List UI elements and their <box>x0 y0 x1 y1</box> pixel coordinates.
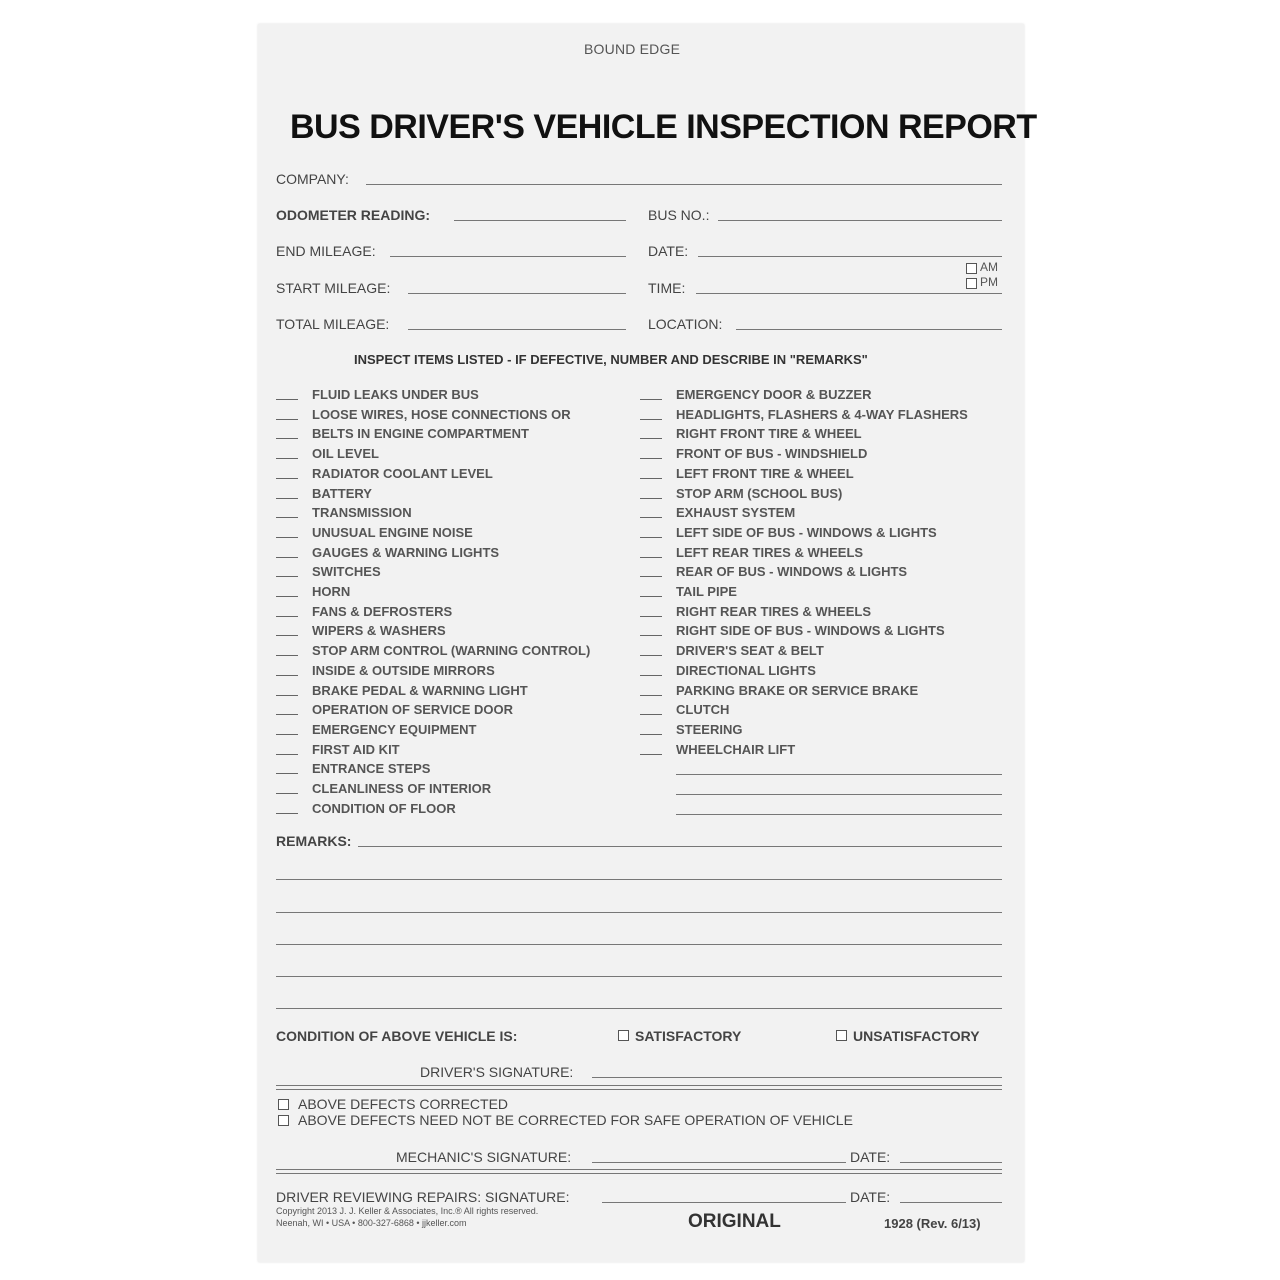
inspection-item-label: LEFT SIDE OF BUS - WINDOWS & LIGHTS <box>676 524 937 540</box>
unsatisfactory-checkbox[interactable] <box>836 1030 847 1041</box>
unsatisfactory-label: UNSATISFACTORY <box>853 1028 980 1044</box>
total-mileage-field[interactable] <box>408 329 626 330</box>
item-number-blank[interactable] <box>276 517 298 518</box>
item-number-blank[interactable] <box>640 655 662 656</box>
item-number-blank[interactable] <box>640 517 662 518</box>
company-field[interactable] <box>366 184 1002 185</box>
inspection-item-label: ENTRANCE STEPS <box>312 761 431 777</box>
inspection-item-label: LEFT REAR TIRES & WHEELS <box>676 544 864 560</box>
location-label: LOCATION: <box>648 316 723 332</box>
inspection-report-sheet <box>258 24 1037 1262</box>
remarks-line[interactable] <box>276 944 1002 945</box>
item-number-blank[interactable] <box>276 557 298 558</box>
item-number-blank[interactable] <box>276 714 298 715</box>
item-number-blank[interactable] <box>640 478 662 479</box>
inspection-item-label: SWITCHES <box>312 564 381 580</box>
item-number-blank[interactable] <box>640 576 662 577</box>
extra-item-line[interactable] <box>676 794 1002 795</box>
inspection-item-label: REAR OF BUS - WINDOWS & LIGHTS <box>676 564 908 580</box>
inspection-item-label: BATTERY <box>312 485 372 501</box>
item-number-blank[interactable] <box>276 635 298 636</box>
item-number-blank[interactable] <box>276 754 298 755</box>
item-number-blank[interactable] <box>276 438 298 439</box>
odometer-field[interactable] <box>454 220 626 221</box>
item-number-blank[interactable] <box>640 498 662 499</box>
inspection-item-label: TAIL PIPE <box>676 584 737 599</box>
defects-not-needed-checkbox[interactable] <box>278 1115 289 1126</box>
reviewer-date-field[interactable] <box>900 1202 1002 1203</box>
item-number-blank[interactable] <box>276 419 298 420</box>
inspection-item-label: WHEELCHAIR LIFT <box>676 741 796 757</box>
mechanic-signature-label: MECHANIC'S SIGNATURE: <box>396 1149 572 1165</box>
extra-item-line[interactable] <box>676 774 1002 775</box>
inspection-item-label: STOP ARM CONTROL (WARNING CONTROL) <box>312 643 591 659</box>
inspection-item-label: WIPERS & WASHERS <box>312 623 446 639</box>
inspection-item-label: EXHAUST SYSTEM <box>676 505 796 521</box>
pm-label: PM <box>980 275 998 289</box>
remarks-line[interactable] <box>276 912 1002 913</box>
inspection-item-label: DIRECTIONAL LIGHTS <box>676 662 816 678</box>
item-number-blank[interactable] <box>640 734 662 735</box>
copyright-text: Copyright 2013 J. J. Keller & Associates, Inc.® All rights reserved. <box>276 1206 539 1216</box>
odometer-label: ODOMETER READING: <box>276 207 430 223</box>
item-number-blank[interactable] <box>640 616 662 617</box>
defects-not-needed-label: ABOVE DEFECTS NEED NOT BE CORRECTED FOR SAFE OPERATION OF VEHICLE <box>298 1112 853 1128</box>
extra-item-line[interactable] <box>676 814 1002 815</box>
inspection-item-label: FLUID LEAKS UNDER BUS <box>312 387 479 402</box>
time-field[interactable] <box>696 293 1002 294</box>
inspection-item-label: PARKING BRAKE OR SERVICE BRAKE <box>676 682 919 698</box>
inspection-item-label: LEFT FRONT TIRE & WHEEL <box>676 465 854 481</box>
remarks-line[interactable] <box>276 976 1002 977</box>
section-divider <box>276 1169 1002 1174</box>
inspection-item-label: HORN <box>312 584 351 599</box>
item-number-blank[interactable] <box>276 793 298 794</box>
item-number-blank[interactable] <box>276 596 298 597</box>
inspection-item-label: OIL LEVEL <box>312 446 379 462</box>
start-mileage-label: START MILEAGE: <box>276 280 391 296</box>
item-number-blank[interactable] <box>276 458 298 459</box>
inspection-item-label: FRONT OF BUS - WINDSHIELD <box>676 446 868 462</box>
pm-checkbox[interactable] <box>966 278 977 289</box>
inspection-item-label: STEERING <box>676 721 743 737</box>
item-number-blank[interactable] <box>276 773 298 774</box>
inspection-item-label: CONDITION OF FLOOR <box>312 800 456 816</box>
inspection-item-label: RADIATOR COOLANT LEVEL <box>312 465 493 481</box>
date-field[interactable] <box>698 256 1002 257</box>
copy-label: ORIGINAL <box>688 1211 781 1232</box>
satisfactory-checkbox[interactable] <box>618 1030 629 1041</box>
inspect-instructions: INSPECT ITEMS LISTED - IF DEFECTIVE, NUMBER AND DESCRIBE IN "REMARKS" <box>354 352 868 367</box>
item-number-blank[interactable] <box>640 695 662 696</box>
inspection-item-label: OPERATION OF SERVICE DOOR <box>312 702 514 718</box>
item-number-blank[interactable] <box>276 813 298 814</box>
inspection-item-label: EMERGENCY DOOR & BUZZER <box>676 387 872 402</box>
mechanic-signature-field[interactable] <box>592 1162 846 1163</box>
inspection-item-label: TRANSMISSION <box>312 505 412 521</box>
item-number-blank[interactable] <box>640 675 662 676</box>
inspection-item-label: INSIDE & OUTSIDE MIRRORS <box>312 662 495 678</box>
remarks-line[interactable] <box>276 879 1002 880</box>
mechanic-date-label: DATE: <box>850 1149 891 1165</box>
inspection-item-label: DRIVER'S SEAT & BELT <box>676 643 824 659</box>
item-number-blank[interactable] <box>640 635 662 636</box>
total-mileage-label: TOTAL MILEAGE: <box>276 316 390 332</box>
item-number-blank[interactable] <box>276 478 298 479</box>
item-number-blank[interactable] <box>276 616 298 617</box>
item-number-blank[interactable] <box>640 419 662 420</box>
remarks-line[interactable] <box>358 846 1002 847</box>
satisfactory-label: SATISFACTORY <box>635 1028 742 1044</box>
inspection-item-label: RIGHT FRONT TIRE & WHEEL <box>676 426 862 442</box>
remarks-line[interactable] <box>276 1008 1002 1009</box>
item-number-blank[interactable] <box>276 576 298 577</box>
inspection-item-label: GAUGES & WARNING LIGHTS <box>312 544 500 560</box>
item-number-blank[interactable] <box>640 714 662 715</box>
inspection-item-label: CLEANLINESS OF INTERIOR <box>312 781 492 796</box>
item-number-blank[interactable] <box>276 537 298 538</box>
inspection-item-label: STOP ARM (SCHOOL BUS) <box>676 485 843 501</box>
inspection-item-label: FANS & DEFROSTERS <box>312 603 453 619</box>
reviewer-date-label: DATE: <box>850 1189 891 1205</box>
inspection-item-label: BELTS IN ENGINE COMPARTMENT <box>312 426 529 442</box>
item-number-blank[interactable] <box>276 695 298 696</box>
inspection-item-label: HEADLIGHTS, FLASHERS & 4-WAY FLASHERS <box>676 406 968 422</box>
inspection-item-label: EMERGENCY EQUIPMENT <box>312 721 477 737</box>
condition-label: CONDITION OF ABOVE VEHICLE IS: <box>276 1028 518 1044</box>
item-number-blank[interactable] <box>640 458 662 459</box>
am-checkbox[interactable] <box>966 263 977 274</box>
am-label: AM <box>980 260 998 274</box>
item-number-blank[interactable] <box>276 734 298 735</box>
item-number-blank[interactable] <box>640 537 662 538</box>
inspection-item-label: LOOSE WIRES, HOSE CONNECTIONS OR <box>312 406 571 422</box>
end-mileage-field[interactable] <box>390 256 626 257</box>
address-text: Neenah, WI • USA • 800-327-6868 • jjkeller.com <box>276 1218 467 1228</box>
page-title: BUS DRIVER'S VEHICLE INSPECTION REPORT <box>290 108 1037 146</box>
reviewer-signature-label: DRIVER REVIEWING REPAIRS: SIGNATURE: <box>276 1189 570 1205</box>
reviewer-signature-field[interactable] <box>602 1202 846 1203</box>
driver-signature-label: DRIVER'S SIGNATURE: <box>420 1064 574 1080</box>
item-number-blank[interactable] <box>640 754 662 755</box>
bus-no-field[interactable] <box>718 220 1002 221</box>
item-number-blank[interactable] <box>640 438 662 439</box>
bus-no-label: BUS NO.: <box>648 207 710 223</box>
remarks-label: REMARKS: <box>276 833 352 849</box>
defects-corrected-label: ABOVE DEFECTS CORRECTED <box>298 1096 509 1112</box>
defects-corrected-checkbox[interactable] <box>278 1099 289 1110</box>
item-number-blank[interactable] <box>640 399 662 400</box>
inspection-item-label: RIGHT REAR TIRES & WHEELS <box>676 603 872 619</box>
inspection-item-label: CLUTCH <box>676 702 730 718</box>
section-divider <box>276 1085 1002 1090</box>
mechanic-date-field[interactable] <box>900 1162 1002 1163</box>
form-number: 1928 (Rev. 6/13) <box>884 1216 981 1231</box>
inspection-item-label: RIGHT SIDE OF BUS - WINDOWS & LIGHTS <box>676 623 945 639</box>
inspection-item-label: BRAKE PEDAL & WARNING LIGHT <box>312 682 528 698</box>
item-number-blank[interactable] <box>640 557 662 558</box>
time-label: TIME: <box>648 280 686 296</box>
company-label: COMPANY: <box>276 171 349 187</box>
bound-edge-label: BOUND EDGE <box>584 41 681 57</box>
location-field[interactable] <box>736 329 1002 330</box>
inspection-item-label: UNUSUAL ENGINE NOISE <box>312 524 473 540</box>
driver-signature-field[interactable] <box>592 1077 1002 1078</box>
item-number-blank[interactable] <box>640 596 662 597</box>
item-number-blank[interactable] <box>276 675 298 676</box>
item-number-blank[interactable] <box>276 498 298 499</box>
item-number-blank[interactable] <box>276 655 298 656</box>
item-number-blank[interactable] <box>276 399 298 400</box>
date-label: DATE: <box>648 243 689 259</box>
end-mileage-label: END MILEAGE: <box>276 243 376 259</box>
start-mileage-field[interactable] <box>408 293 626 294</box>
inspection-item-label: FIRST AID KIT <box>312 741 400 757</box>
